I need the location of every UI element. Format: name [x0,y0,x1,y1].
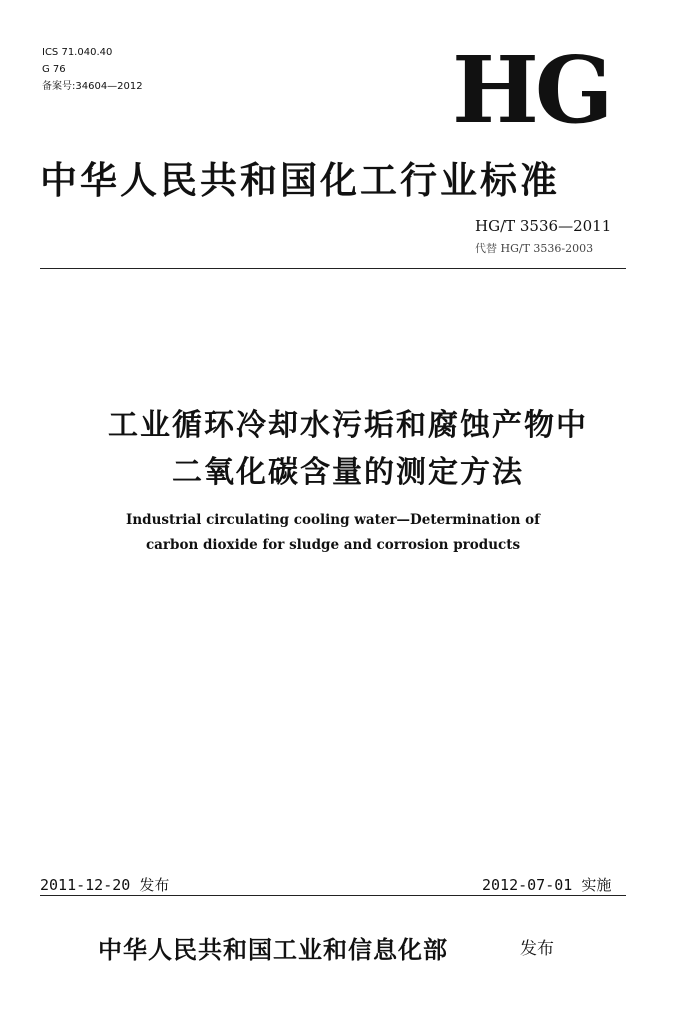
top-divider [40,268,626,269]
hg-logo: HG [452,36,610,144]
ccs-code: G 76 [42,64,66,75]
replaces-note: 代替 HG/T 3536-2003 [475,242,594,255]
chinese-title-line-1: 工业循环冷却水污垢和腐蚀产物中 [108,408,588,443]
classification-block [42,44,143,95]
implementation-date: 2012-07-01 实施 [482,876,612,894]
issue-date: 2011-12-20 发布 [40,876,170,894]
ics-code: ICS 71.040.40 [42,47,113,58]
bottom-divider [40,895,626,896]
filing-number: 备案号:34604—2012 [42,81,143,92]
issuing-authority: 中华人民共和国工业和信息化部 [98,936,448,964]
standard-type-heading: 中华人民共和国化工行业标准 [40,159,560,202]
chinese-title-line-2: 二氧化碳含量的测定方法 [172,455,524,490]
issuing-authority-suffix: 发布 [520,939,554,959]
standard-code: HG/T 3536—2011 [475,217,612,235]
english-title-line-1: Industrial circulating cooling water—Determination of [126,512,540,528]
english-title-line-2: carbon dioxide for sludge and corrosion products [145,537,521,553]
